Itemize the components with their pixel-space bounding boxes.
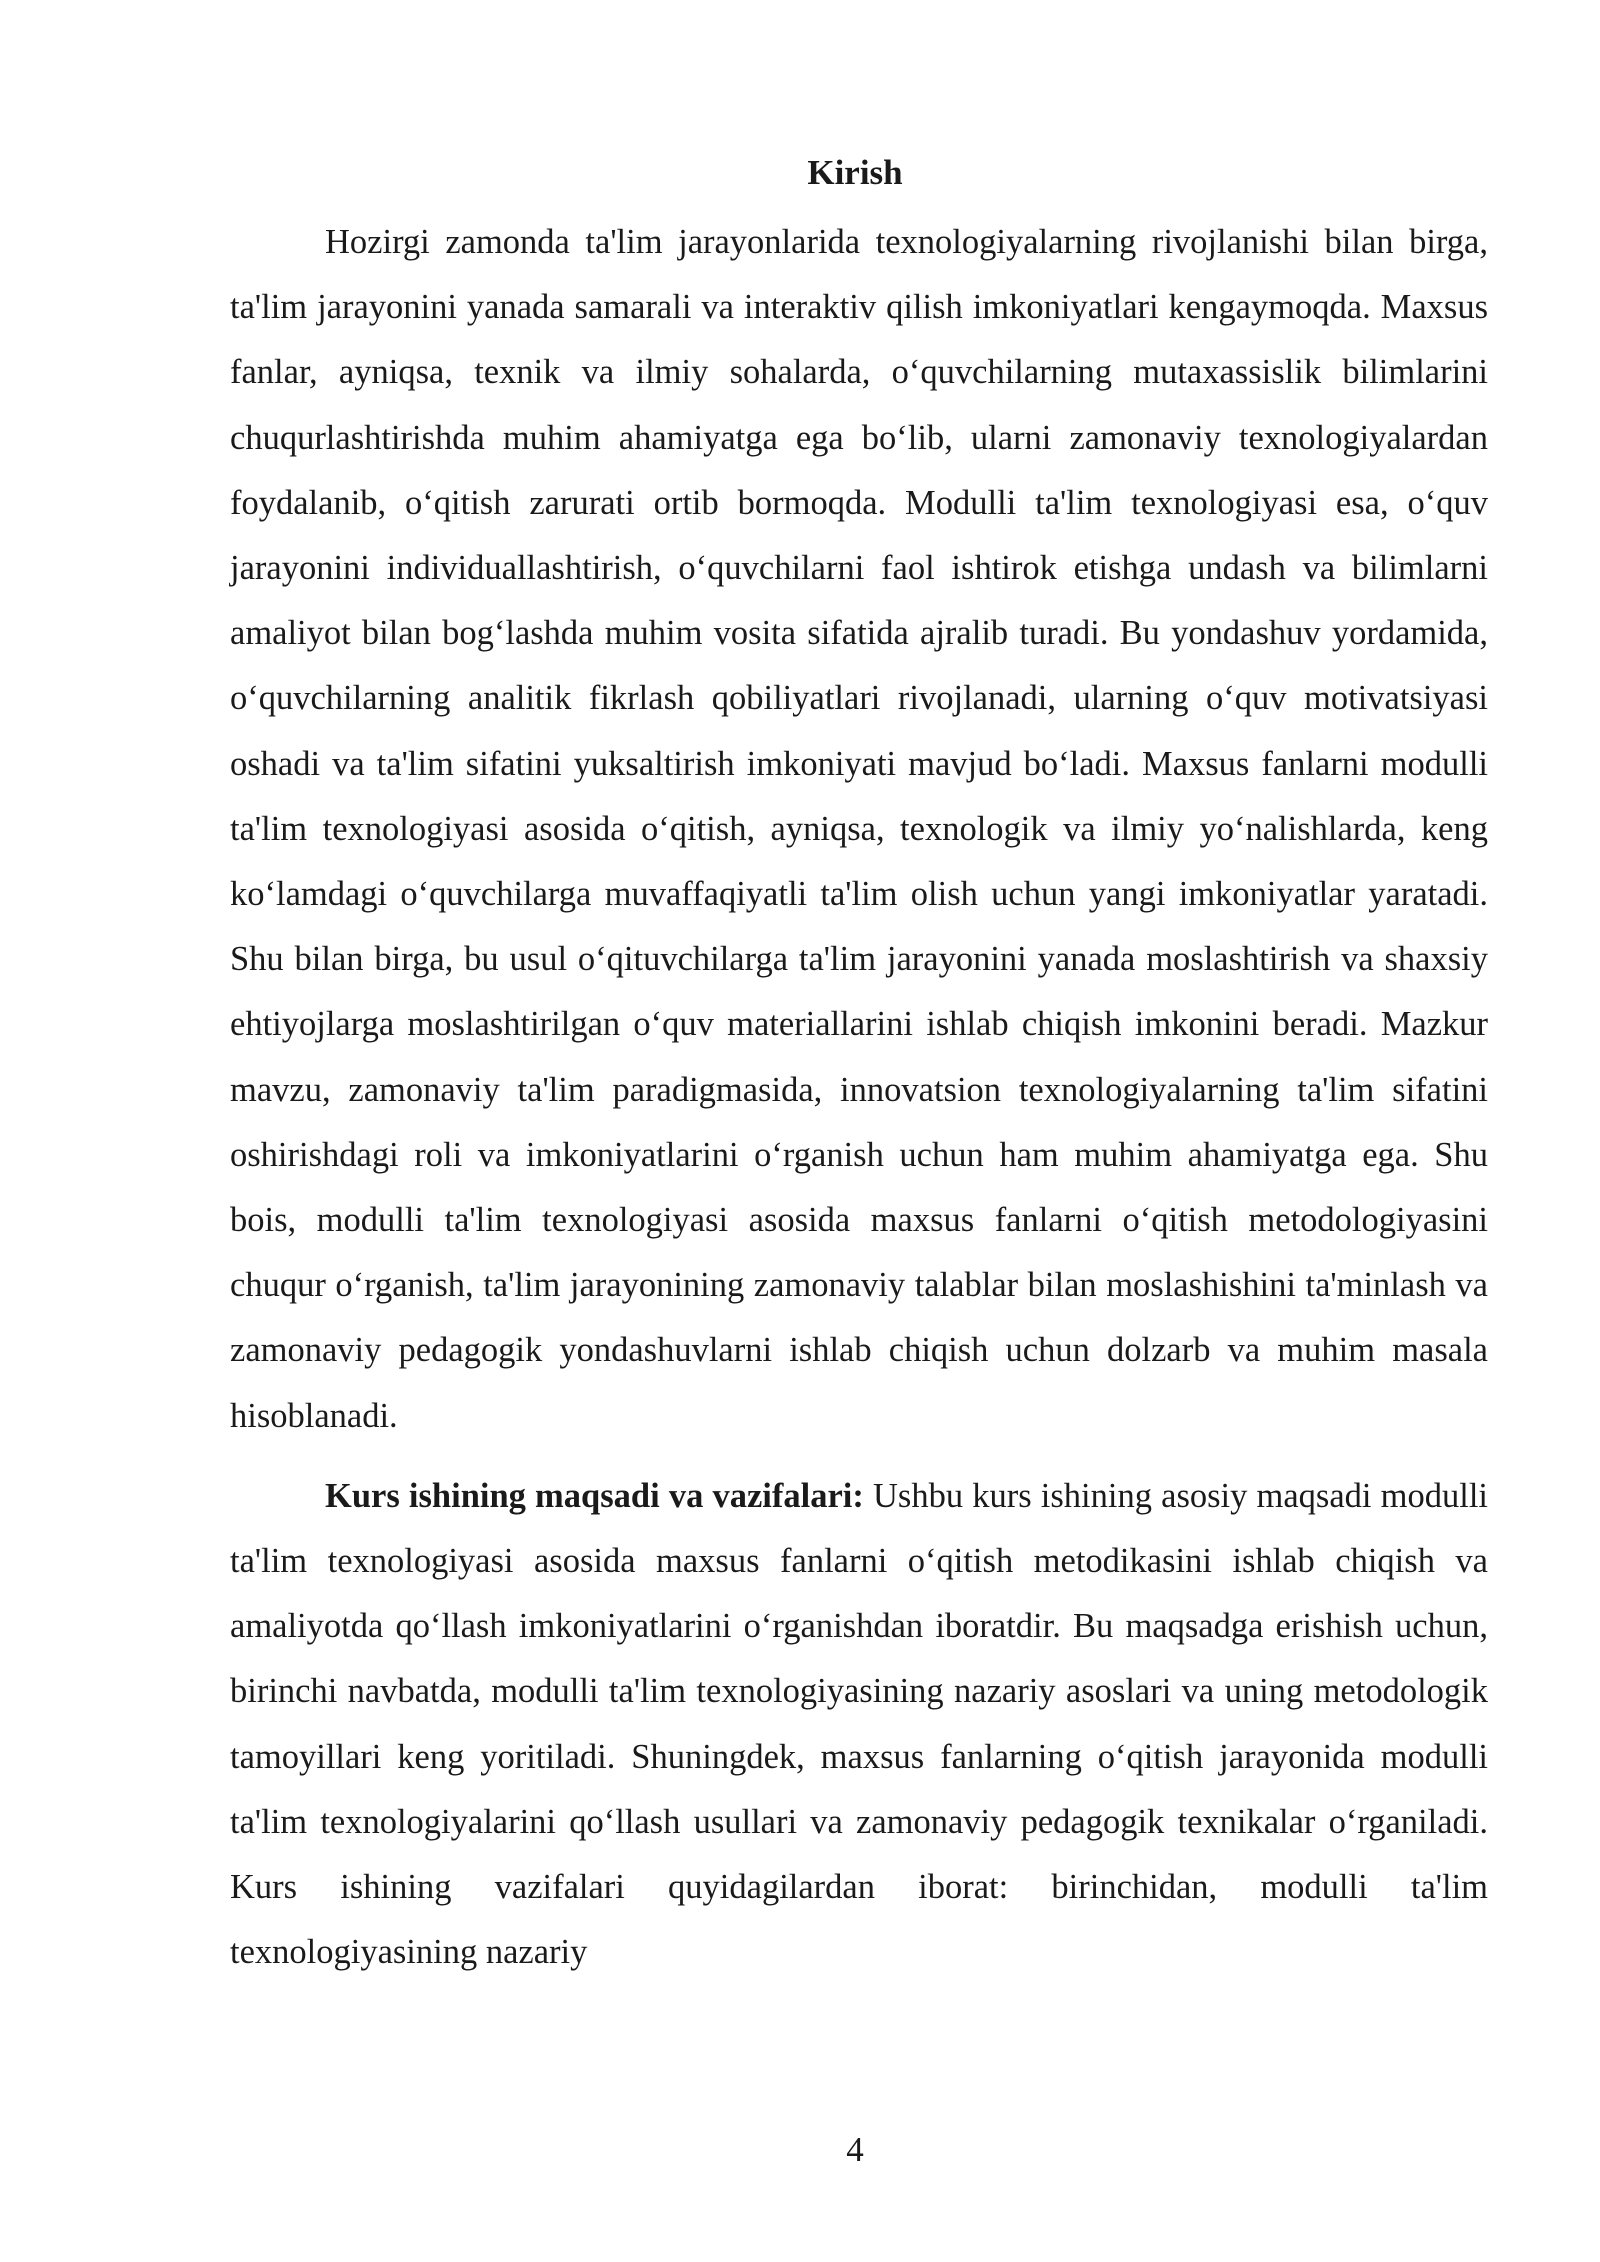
goals-paragraph <box>230 1464 1488 1986</box>
goals-paragraph-text: Ushbu kurs ishining asosiy maqsadi modulli ta'lim texnologiyasi asosida maxsus fanlarni o‘qitish metodikasini ishlab chiqish va amaliyotda qo‘llash imkoniyatlarini o‘rganishdan iboratdir. Bu maqsadga erishish uchun, birinchi navbatda, modulli ta'lim texnologiyasining nazariy asoslari va uning metodologik tamoyillari keng yoritiladi. Shuningdek, maxsus fanlarning o‘qitish jarayonida modulli ta'lim texnologiyalarini qo‘llash usullari va zamonaviy pedagogik texnikalar o‘rganiladi. Kurs ishining vazifalari quyidagilardan iborat: birinchidan, modulli ta'lim texnologiyasining nazariy <box>230 1476 1488 1972</box>
intro-paragraph: Hozirgi zamonda ta'lim jarayonlarida texnologiyalarning rivojlanishi bilan birga, ta'lim jarayonini yanada samarali va interaktiv qilish imkoniyatlari kengaymoqda. Maxsus fanlar, ayniqsa, texnik va ilmiy sohalarda, o‘quvchilarning mutaxassislik bilimlarini chuqurlashtirishda muhim ahamiyatga ega bo‘lib, ularni zamonaviy texnologiyalardan foydalanib, o‘qitish zarurati ortib bormoqda. Modulli ta'lim texnologiyasi esa, o‘quv jarayonini individuallashtirish, o‘quvchilarni faol ishtirok etishga undash va bilimlarni amaliyot bilan bog‘lashda muhim vosita sifatida ajralib turadi. Bu yondashuv yordamida, o‘quvchilarning analitik fikrlash qobiliyatlari rivojlanadi, ularning o‘quv motivatsiyasi oshadi va ta'lim sifatini yuksaltirish imkoniyati mavjud bo‘ladi. Maxsus fanlarni modulli ta'lim texnologiyasi asosida o‘qitish, ayniqsa, texnologik va ilmiy yo‘nalishlarda, keng ko‘lamdagi o‘quvchilarga muvaffaqiyatli ta'lim olish uchun yangi imkoniyatlar yaratadi. Shu bilan birga, bu usul o‘qituvchilarga ta'lim jarayonini yanada moslashtirish va shaxsiy ehtiyojlarga moslashtirilgan o‘quv materiallarini ishlab chiqish imkonini beradi. Mazkur mavzu, zamonaviy ta'lim paradigmasida, innovatsion texnologiyalarning ta'lim sifatini oshirishdagi roli va imkoniyatlarini o‘rganish uchun ham muhim ahamiyatga ega. Shu bois, modulli ta'lim texnologiyasi asosida maxsus fanlarni o‘qitish metodologiyasini chuqur o‘rganish, ta'lim jarayonining zamonaviy talablar bilan moslashishini ta'minlash va zamonaviy pedagogik yondashuvlarni ishlab chiqish uchun dolzarb va muhim masala hisoblanadi. <box>230 223 1488 1435</box>
section-heading: Kirish <box>807 153 903 192</box>
page-number: 4 <box>846 2130 864 2169</box>
goals-paragraph-lead: Kurs ishining maqsadi va vazifalari: <box>325 1476 864 1515</box>
body-text <box>230 210 1488 1985</box>
